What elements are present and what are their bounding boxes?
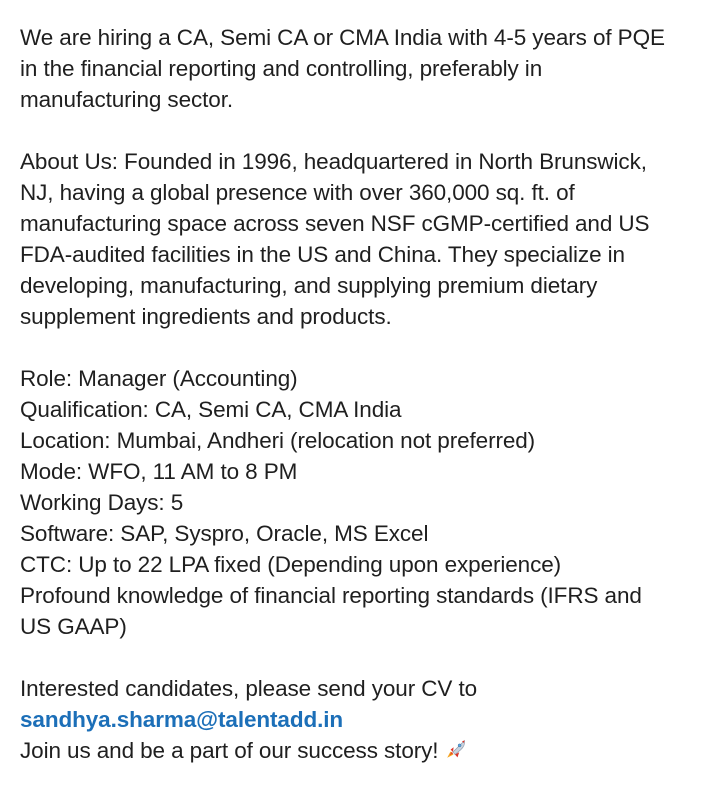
about-line-1: About Us: Founded in 1996, headquartered in North Brunswick, [20, 149, 647, 174]
intro-line-3: manufacturing sector. [20, 87, 234, 112]
about-line-2: NJ, having a global presence with over 360,000 sq. ft. of [20, 180, 575, 205]
rocket-icon [444, 737, 468, 761]
detail-software: Software: SAP, Syspro, Oracle, MS Excel [20, 521, 429, 546]
spacer [20, 332, 710, 363]
about-line-5: developing, manufacturing, and supplying premium dietary [20, 273, 598, 298]
email-link[interactable]: sandhya.sharma@talentadd.in [20, 707, 344, 732]
job-post [20, 22, 710, 766]
spacer [20, 642, 710, 673]
about-line-4: FDA-audited facilities in the US and China. They specialize in [20, 242, 625, 267]
spacer [20, 115, 710, 146]
contact-paragraph [20, 673, 710, 766]
detail-qualification: Qualification: CA, Semi CA, CMA India [20, 397, 402, 422]
closing-line [20, 735, 710, 766]
about-line-6: supplement ingredients and products. [20, 304, 392, 329]
detail-ctc: CTC: Up to 22 LPA fixed (Depending upon experience) [20, 552, 562, 577]
details-list [20, 363, 710, 642]
detail-knowledge-1: Profound knowledge of financial reporting standards (IFRS and [20, 583, 642, 608]
detail-knowledge-2: US GAAP) [20, 614, 127, 639]
intro-line-2: in the financial reporting and controlling, preferably in [20, 56, 543, 81]
detail-location: Location: Mumbai, Andheri (relocation not preferred) [20, 428, 536, 453]
about-line-3: manufacturing space across seven NSF cGMP-certified and US [20, 211, 650, 236]
closing-text: Join us and be a part of our success story! [20, 738, 439, 763]
detail-working-days: Working Days: 5 [20, 490, 184, 515]
intro-line-1: We are hiring a CA, Semi CA or CMA India with 4-5 years of PQE [20, 25, 665, 50]
contact-prompt: Interested candidates, please send your CV to [20, 676, 478, 701]
intro-paragraph [20, 22, 710, 115]
contact-email-line [20, 704, 710, 735]
detail-role: Role: Manager (Accounting) [20, 366, 298, 391]
detail-mode: Mode: WFO, 11 AM to 8 PM [20, 459, 298, 484]
about-paragraph [20, 146, 710, 332]
